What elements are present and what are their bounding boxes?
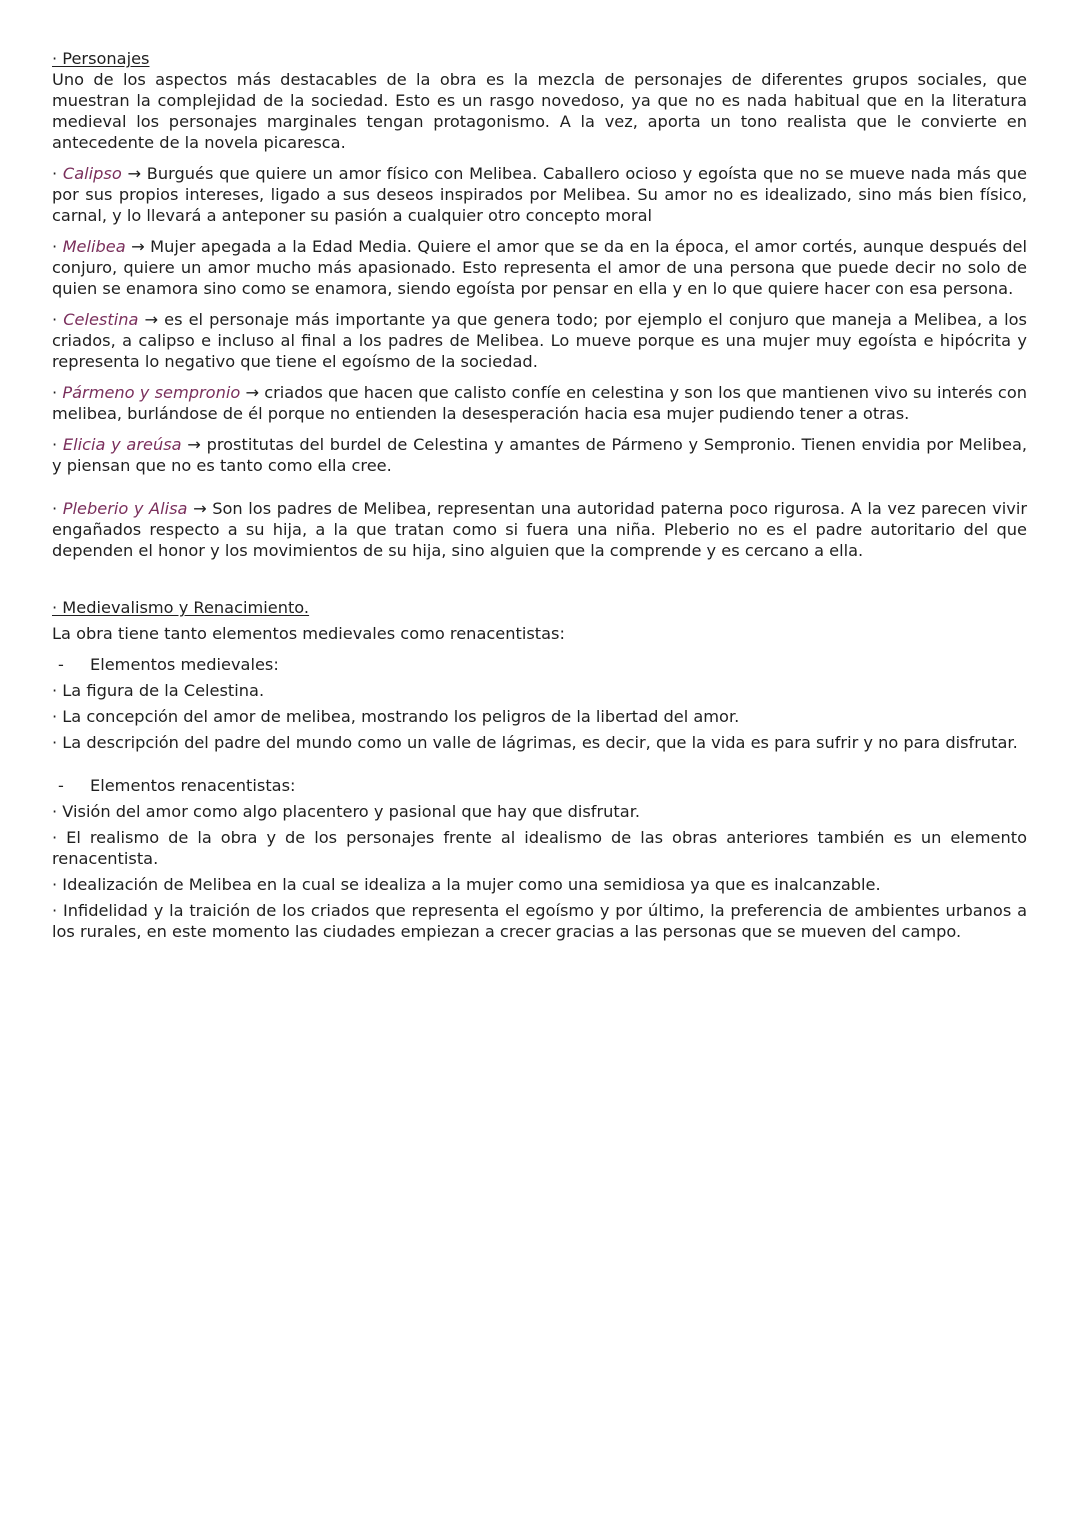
arrow-icon: → — [125, 237, 151, 256]
list-item: · Infidelidad y la traición de los criados que representa el egoísmo y por último, la preferencia de ambientes urbanos a los rurales, en este momento las ciudades empiezan a crecer gracias a las personas que se mueven del campo. — [52, 901, 1027, 941]
arrow-icon: → — [138, 310, 165, 329]
section-heading-medievalismo: · Medievalismo y Renacimiento. — [52, 598, 310, 617]
list-item: · Visión del amor como algo placentero y pasional que hay que disfrutar. — [52, 802, 641, 821]
character-name: Calipso — [62, 164, 122, 183]
character-name: Pármeno y sempronio — [62, 383, 241, 402]
arrow-icon: → — [187, 499, 213, 518]
character-melibea — [52, 236, 1027, 299]
bullet: · — [52, 310, 64, 329]
list-item: · El realismo de la obra y de los personajes frente al idealismo de las obras anteriores también es un elemento renacentista. — [52, 828, 1027, 868]
character-pleberio-alisa — [52, 498, 1027, 561]
character-description: es el personaje más importante ya que genera todo; por ejemplo el conjuro que maneja a Melibea, a los criados, a calipso e incluso al final a los padres de Melibea. Lo mueve porque es una mujer muy egoísta e hipócrita y representa lo negativo que tiene el egoísmo de la sociedad. — [52, 310, 1027, 371]
bullet: · — [52, 383, 63, 402]
personajes-intro: Uno de los aspectos más destacables de la obra es la mezcla de personajes de diferentes grupos sociales, que muestran la complejidad de la sociedad. Esto es un rasgo novedoso, ya que no es nada habitual que en la literatura medieval los personajes marginales tengan protagonismo. A la vez, aporta un tono realista que le convierte en antecedente de la novela picaresca. — [52, 70, 1027, 152]
list-item: · La descripción del padre del mundo como un valle de lágrimas, es decir, que la vida es para sufrir y no para disfrutar. — [52, 733, 1018, 752]
list-item: · La figura de la Celestina. — [52, 681, 265, 700]
list-item: · La concepción del amor de melibea, mostrando los peligros de la libertad del amor. — [52, 707, 740, 726]
arrow-icon: → — [181, 435, 207, 454]
character-name: Pleberio y Alisa — [62, 499, 188, 518]
subheading-renacentistas — [52, 775, 1027, 796]
section-personajes — [52, 48, 1027, 561]
subheading-label: Elementos renacentistas: — [90, 776, 296, 795]
character-name: Melibea — [62, 237, 126, 256]
list-item: · Idealización de Melibea en la cual se idealiza a la mujer como una semidiosa ya que es inalcanzable. — [52, 875, 881, 894]
arrow-icon: → — [121, 164, 147, 183]
subheading-label: Elementos medievales: — [90, 655, 279, 674]
character-celestina — [52, 309, 1027, 372]
character-elicia-areusa — [52, 434, 1027, 476]
medievalismo-intro: La obra tiene tanto elementos medievales como renacentistas: — [52, 624, 565, 643]
bullet: · — [52, 435, 63, 454]
bullet: · — [52, 237, 63, 256]
section-medievalismo — [52, 597, 1027, 942]
dash-marker: - — [58, 655, 64, 674]
character-name: Celestina — [63, 310, 139, 329]
character-description: Son los padres de Melibea, representan una autoridad paterna poco rigurosa. A la vez parecen vivir engañados respecto a su hija, a la que tratan como si fuera una niña. Pleberio no es el padre autoritario del que dependen el honor y los movimientos de su hija, sino alguien que la comprende y es cercano a ella. — [52, 499, 1027, 560]
character-name: Elicia y areúsa — [62, 435, 182, 454]
dash-marker: - — [58, 776, 64, 795]
character-description: Mujer apegada a la Edad Media. Quiere el amor que se da en la época, el amor cortés, aunque después del conjuro, quiere un amor mucho más apasionado. Esto representa el amor de una persona que puede decir no solo de quien se enamora sino como se enamora, siendo egoísta por pensar en ella y en lo que quiere hacer con esa persona. — [52, 237, 1028, 298]
bullet: · — [52, 499, 63, 518]
document-page — [52, 48, 1027, 942]
section-heading-personajes: · Personajes — [52, 49, 150, 68]
character-parmeno-sempronio — [52, 382, 1027, 424]
character-description: criados que hacen que calisto confíe en celestina y son los que mantienen vivo su interés con melibea, burlándose de él porque no entienden la desesperación hacia esa mujer pudiendo tener a otras. — [52, 383, 1027, 423]
character-description: prostitutas del burdel de Celestina y amantes de Pármeno y Sempronio. Tienen envidia por Melibea, y piensan que no es tanto como ella cree. — [52, 435, 1028, 475]
subheading-medievales — [52, 654, 1027, 675]
bullet: · — [52, 164, 63, 183]
character-calipso — [52, 163, 1027, 226]
arrow-icon: → — [240, 383, 265, 402]
character-description: Burgués que quiere un amor físico con Melibea. Caballero ocioso y egoísta que no se mueve nada más que por sus propios intereses, ligado a sus deseos inspirados por Melibea. Su amor no es idealizado, sino más bien físico, carnal, y lo llevará a anteponer su pasión a cualquier otro concepto moral — [52, 164, 1028, 225]
